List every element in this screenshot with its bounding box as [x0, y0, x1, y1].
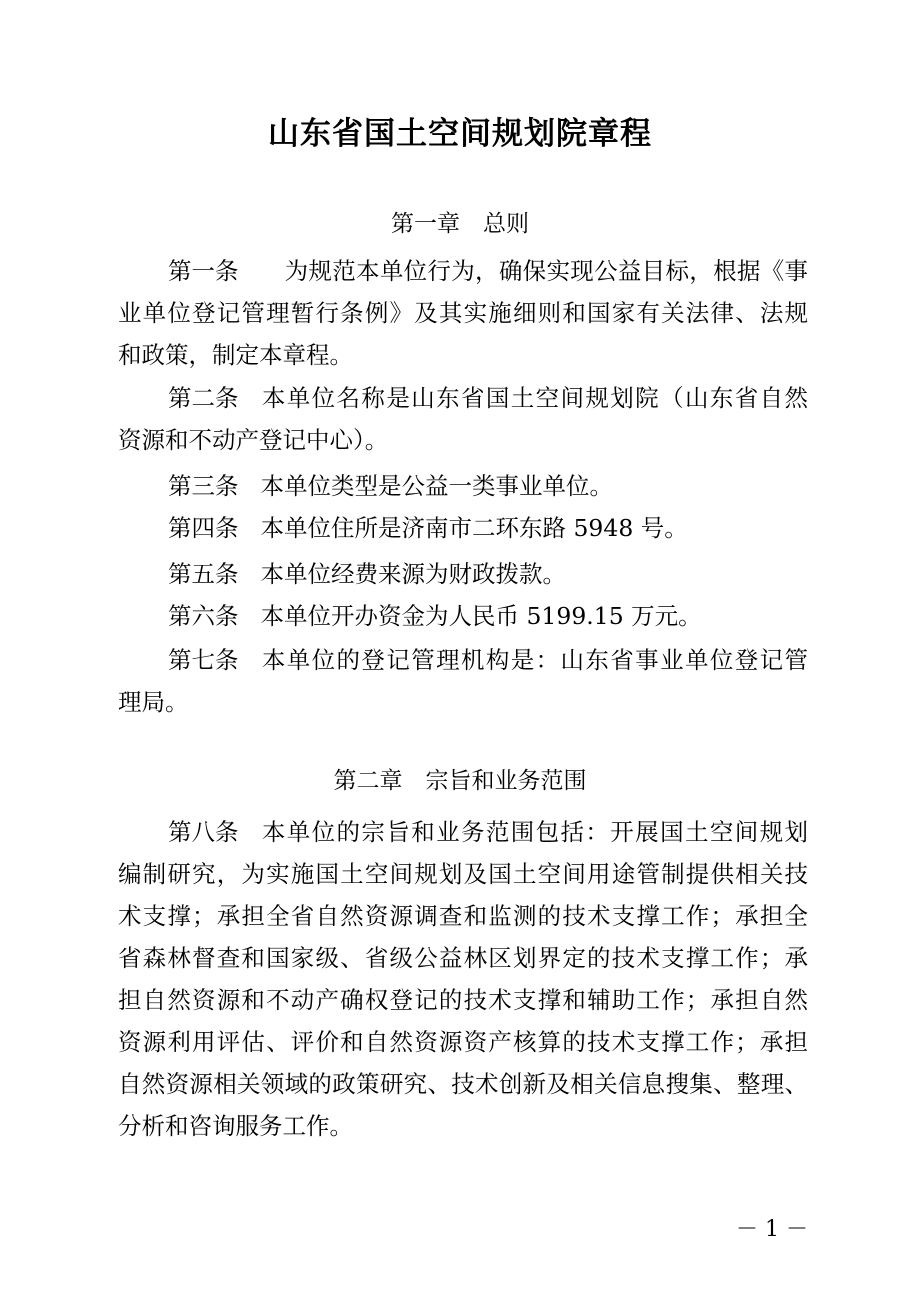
article-line: 分析和咨询服务工作。 [118, 1112, 353, 1140]
article-line [168, 597, 808, 631]
article-line: 担自然资源和不动产确权登记的技术支撑和辅助工作；承担自然 [118, 986, 808, 1014]
article-label: 第三条 [168, 472, 239, 500]
article-text: 本单位名称是山东省国土空间规划院（山东省自然 [260, 384, 808, 412]
article-label: 第五条 [168, 560, 239, 588]
document-title: 山东省国土空间规划院章程 [268, 116, 652, 152]
article-text: 本单位类型是公益一类事业单位。 [260, 472, 613, 500]
article-line: 编制研究，为实施国土空间规划及国土空间用途管制提供相关技 [118, 860, 808, 888]
article-label: 第四条 [168, 514, 239, 542]
article-line: 资源利用评估、评价和自然资源资产核算的技术支撑工作；承担 [118, 1028, 808, 1056]
article-line: 和政策，制定本章程。 [118, 341, 353, 369]
article-text: 为规范本单位行为，确保实现公益目标，根据《事 [260, 257, 808, 285]
article-label: 第一条 [168, 257, 239, 285]
article-text: 本单位开办资金为人民币 5199.15 万元。 [260, 602, 702, 630]
article-text: 本单位的登记管理机构是：山东省事业单位登记管 [260, 646, 808, 674]
article-label: 第六条 [168, 602, 239, 630]
article-line: 省森林督查和国家级、省级公益林区划界定的技术支撑工作；承 [118, 944, 808, 972]
article-line: 资源和不动产登记中心）。 [118, 426, 389, 454]
article-line [168, 813, 808, 847]
article-line [168, 509, 808, 543]
chapter-heading: 第一章 总则 [391, 211, 529, 237]
article-line [168, 467, 808, 501]
article-line: 理局。 [118, 688, 189, 716]
article-text: 本单位经费来源为财政拨款。 [260, 560, 566, 588]
article-text: 本单位的宗旨和业务范围包括：开展国土空间规划 [260, 818, 808, 846]
article-label: 第二条 [168, 384, 239, 412]
article-line [168, 252, 808, 286]
article-line: 业单位登记管理暂行条例》及其实施细则和国家有关法律、法规 [118, 299, 808, 327]
article-label: 第八条 [168, 818, 239, 846]
article-line [168, 555, 808, 589]
article-label: 第七条 [168, 646, 239, 674]
article-line [168, 641, 808, 675]
article-line [168, 379, 808, 413]
article-text: 本单位住所是济南市二环东路 5948 号。 [260, 514, 688, 542]
chapter-heading: 第二章 宗旨和业务范围 [333, 768, 587, 794]
article-line: 术支撑；承担全省自然资源调查和监测的技术支撑工作；承担全 [118, 902, 808, 930]
article-line: 自然资源相关领域的政策研究、技术创新及相关信息搜集、整理、 [118, 1070, 808, 1098]
page-number: － 1 － [736, 1217, 808, 1242]
